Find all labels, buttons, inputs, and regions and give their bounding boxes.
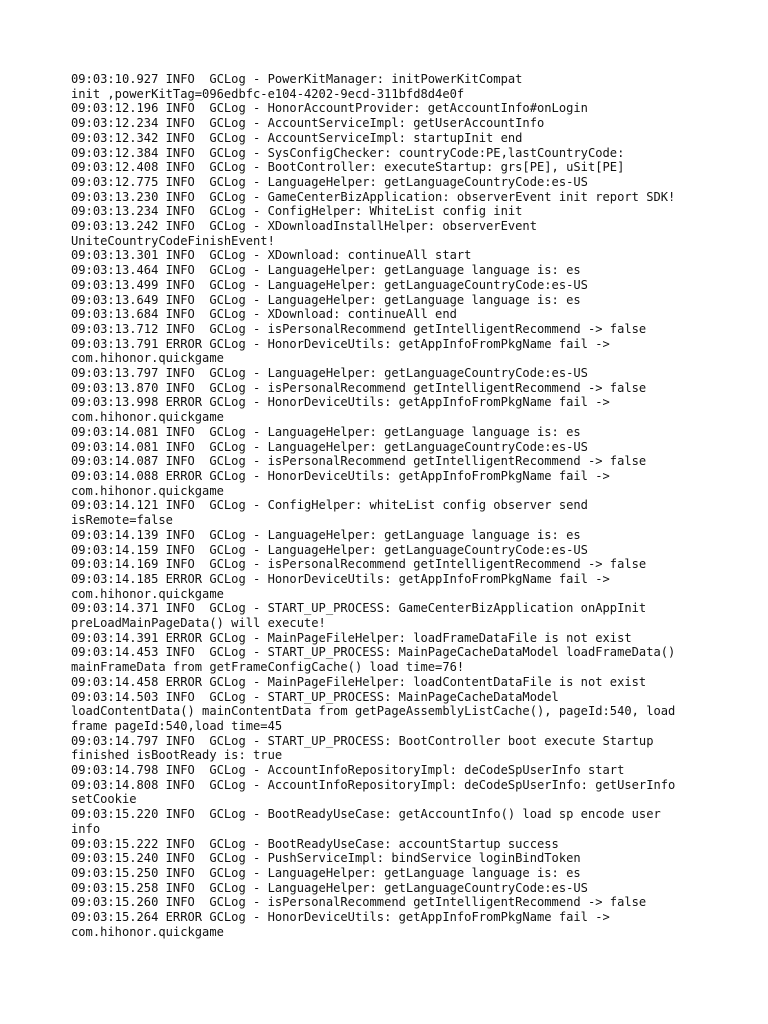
log-line: 09:03:13.499 INFO GCLog - LanguageHelper: getLanguageCountryCode:es-US xyxy=(71,277,588,292)
log-line: 09:03:13.301 INFO GCLog - XDownload: continueAll start xyxy=(71,248,472,263)
log-line: com.hihonor.quickgame xyxy=(71,586,224,601)
log-line: 09:03:12.342 INFO GCLog - AccountServiceImpl: startupInit end xyxy=(71,130,523,145)
log-line: 09:03:15.220 INFO GCLog - BootReadyUseCase: getAccountInfo() load sp encode user xyxy=(71,807,661,822)
log-line: 09:03:14.088 ERROR GCLog - HonorDeviceUtils: getAppInfoFromPkgName fail -> xyxy=(71,468,610,483)
log-line: 09:03:14.081 INFO GCLog - LanguageHelper: getLanguage language is: es xyxy=(71,424,581,439)
log-line: com.hihonor.quickgame xyxy=(71,410,224,425)
log-line: init ,powerKitTag=096edbfc-e104-4202-9ecd-311bfd8d4e0f xyxy=(71,86,465,101)
log-line: com.hihonor.quickgame xyxy=(71,351,224,366)
log-line: 09:03:13.998 ERROR GCLog - HonorDeviceUtils: getAppInfoFromPkgName fail -> xyxy=(71,395,610,410)
log-line: 09:03:12.196 INFO GCLog - HonorAccountProvider: getAccountInfo#onLogin xyxy=(71,101,588,116)
log-line: isRemote=false xyxy=(71,513,173,528)
log-line: frame pageId:540,load time=45 xyxy=(71,718,283,733)
log-line: 09:03:13.712 INFO GCLog - isPersonalRecommend getIntelligentRecommend -> false xyxy=(71,321,647,336)
log-line: 09:03:15.222 INFO GCLog - BootReadyUseCase: accountStartup success xyxy=(71,836,559,851)
log-line: 09:03:13.242 INFO GCLog - XDownloadInstallHelper: observerEvent xyxy=(71,219,537,234)
log-line: mainFrameData from getFrameConfigCache() load time=76! xyxy=(71,660,465,675)
log-line: 09:03:14.808 INFO GCLog - AccountInfoRepositoryImpl: deCodeSpUserInfo: getUserInfo xyxy=(71,777,676,792)
log-line: 09:03:14.391 ERROR GCLog - MainPageFileHelper: loadFrameDataFile is not exist xyxy=(71,630,632,645)
log-line: 09:03:14.081 INFO GCLog - LanguageHelper: getLanguageCountryCode:es-US xyxy=(71,439,588,454)
log-line: 09:03:14.458 ERROR GCLog - MainPageFileHelper: loadContentDataFile is not exist xyxy=(71,674,647,689)
log-line: loadContentData() mainContentData from getPageAssemblyListCache(), pageId:540, load xyxy=(71,704,676,719)
log-line: 09:03:14.159 INFO GCLog - LanguageHelper: getLanguageCountryCode:es-US xyxy=(71,542,588,557)
log-line: 09:03:13.649 INFO GCLog - LanguageHelper: getLanguage language is: es xyxy=(71,292,581,307)
log-line: 09:03:13.870 INFO GCLog - isPersonalRecommend getIntelligentRecommend -> false xyxy=(71,380,647,395)
log-line: 09:03:13.684 INFO GCLog - XDownload: continueAll end xyxy=(71,307,457,322)
log-line: 09:03:14.169 INFO GCLog - isPersonalRecommend getIntelligentRecommend -> false xyxy=(71,557,647,572)
log-line: 09:03:12.408 INFO GCLog - BootController: executeStartup: grs[PE], uSit[PE] xyxy=(71,160,625,175)
log-line: preLoadMainPageData() will execute! xyxy=(71,616,326,631)
log-line: 09:03:14.185 ERROR GCLog - HonorDeviceUtils: getAppInfoFromPkgName fail -> xyxy=(71,571,610,586)
log-line: 09:03:14.797 INFO GCLog - START_UP_PROCESS: BootController boot execute Startup xyxy=(71,733,654,748)
log-line: 09:03:15.240 INFO GCLog - PushServiceImpl: bindService loginBindToken xyxy=(71,851,581,866)
log-line: 09:03:12.775 INFO GCLog - LanguageHelper: getLanguageCountryCode:es-US xyxy=(71,174,588,189)
log-line: 09:03:14.371 INFO GCLog - START_UP_PROCESS: GameCenterBizApplication onAppInit xyxy=(71,601,647,616)
log-line: 09:03:12.384 INFO GCLog - SysConfigChecker: countryCode:PE,lastCountryCode: xyxy=(71,145,625,160)
log-line: 09:03:15.250 INFO GCLog - LanguageHelper: getLanguage language is: es xyxy=(71,865,581,880)
log-line: com.hihonor.quickgame xyxy=(71,924,224,939)
log-line: 09:03:13.464 INFO GCLog - LanguageHelper: getLanguage language is: es xyxy=(71,263,581,278)
log-line: 09:03:15.258 INFO GCLog - LanguageHelper: getLanguageCountryCode:es-US xyxy=(71,880,588,895)
log-line: 09:03:12.234 INFO GCLog - AccountServiceImpl: getUserAccountInfo xyxy=(71,116,545,131)
log-line: 09:03:14.453 INFO GCLog - START_UP_PROCESS: MainPageCacheDataModel loadFrameData() xyxy=(71,645,676,660)
log-line: 09:03:14.087 INFO GCLog - isPersonalRecommend getIntelligentRecommend -> false xyxy=(71,454,647,469)
log-line: 09:03:13.791 ERROR GCLog - HonorDeviceUtils: getAppInfoFromPkgName fail -> xyxy=(71,336,610,351)
log-line: 09:03:13.234 INFO GCLog - ConfigHelper: WhiteList config init xyxy=(71,204,523,219)
log-line: 09:03:14.798 INFO GCLog - AccountInfoRepositoryImpl: deCodeSpUserInfo start xyxy=(71,763,625,778)
log-line: 09:03:14.139 INFO GCLog - LanguageHelper: getLanguage language is: es xyxy=(71,527,581,542)
log-line: 09:03:10.927 INFO GCLog - PowerKitManager: initPowerKitCompat xyxy=(71,72,523,86)
log-line: 09:03:15.264 ERROR GCLog - HonorDeviceUtils: getAppInfoFromPkgName fail -> xyxy=(71,910,610,925)
log-line: com.hihonor.quickgame xyxy=(71,483,224,498)
log-line: 09:03:13.797 INFO GCLog - LanguageHelper: getLanguageCountryCode:es-US xyxy=(71,366,588,381)
log-line: finished isBootReady is: true xyxy=(71,748,283,763)
log-line: info xyxy=(71,821,101,836)
log-line: 09:03:15.260 INFO GCLog - isPersonalRecommend getIntelligentRecommend -> false xyxy=(71,895,647,910)
log-line: 09:03:13.230 INFO GCLog - GameCenterBizApplication: observerEvent init report SDK! xyxy=(71,189,676,204)
log-line: 09:03:14.121 INFO GCLog - ConfigHelper: whiteList config observer send xyxy=(71,498,588,513)
log-line: UniteCountryCodeFinishEvent! xyxy=(71,233,275,248)
log-line: 09:03:14.503 INFO GCLog - START_UP_PROCESS: MainPageCacheDataModel xyxy=(71,689,559,704)
log-document xyxy=(71,72,701,939)
log-line: setCookie xyxy=(71,792,137,807)
